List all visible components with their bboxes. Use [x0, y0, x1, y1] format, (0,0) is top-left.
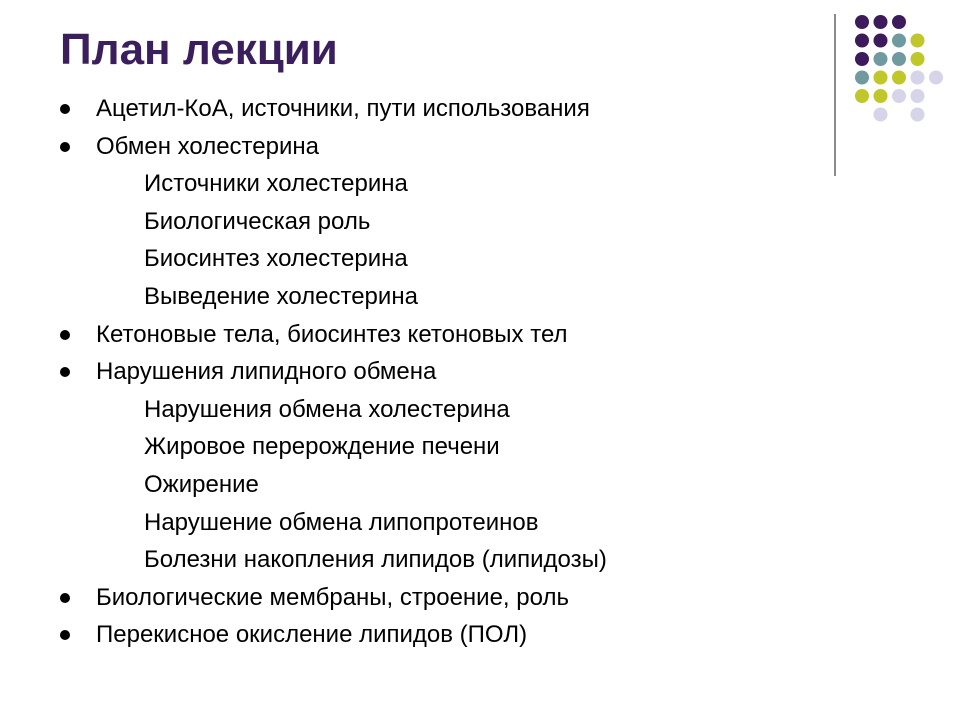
list-item-text: Нарушения липидного обмена	[96, 358, 437, 386]
sub-list-item	[60, 541, 820, 579]
decorative-dot	[911, 34, 925, 48]
sub-list-item	[60, 203, 820, 241]
decorative-dot	[855, 34, 869, 48]
list-item-text: Источники холестерина	[144, 170, 408, 198]
list-item-text: Нарушения обмена холестерина	[144, 395, 510, 423]
list-item	[60, 353, 820, 391]
list-item-text: Жировое перерождение печени	[144, 433, 500, 461]
list-item	[60, 90, 820, 128]
list-item-text: Обмен холестерина	[96, 132, 319, 160]
decorative-dot	[855, 89, 869, 103]
decorative-dot	[892, 34, 906, 48]
bullet-icon	[60, 142, 70, 152]
bullet-icon	[60, 104, 70, 114]
sub-list-item	[60, 504, 820, 542]
decorative-dot	[874, 34, 888, 48]
decorative-dot	[911, 89, 925, 103]
list-item-text: Ожирение	[144, 470, 259, 498]
decorative-dot	[892, 89, 906, 103]
decorative-dot	[892, 15, 906, 29]
decorative-dot	[855, 15, 869, 29]
slide-title: План лекции	[60, 25, 338, 74]
bullet-icon	[60, 630, 70, 640]
decorative-dot	[874, 15, 888, 29]
sub-list-item	[60, 278, 820, 316]
list-item-text: Ацетил-КоА, источники, пути использования	[96, 95, 590, 122]
bullet-icon	[60, 367, 70, 377]
list-item-text: Выведение холестерина	[144, 282, 418, 310]
list-item-text: Болезни накопления липидов (липидозы)	[144, 546, 607, 574]
decorative-dot	[874, 108, 888, 122]
bullet-icon	[60, 330, 70, 340]
list-item	[60, 316, 820, 354]
sub-list-item	[60, 165, 820, 203]
bullet-icon	[60, 593, 70, 603]
list-item-text: Биосинтез холестерина	[144, 245, 408, 273]
list-item-text: Перекисное окисление липидов (ПОЛ)	[96, 621, 528, 649]
decorative-dot	[911, 52, 925, 66]
decorative-dot	[874, 89, 888, 103]
decorative-dot	[911, 108, 925, 122]
decorative-dot	[855, 71, 869, 85]
decorative-dot	[855, 52, 869, 66]
list-item-text: Биологическая роль	[144, 207, 371, 235]
sub-list-item	[60, 240, 820, 278]
list-item-text: Кетоновые тела, биосинтез кетоновых тел	[96, 320, 568, 348]
list-item-text: Нарушение обмена липопротеинов	[144, 508, 539, 536]
list-item-text: Биологические мембраны, строение, роль	[96, 583, 569, 611]
lecture-plan-list	[60, 90, 820, 654]
decorative-dot	[929, 71, 943, 85]
list-item	[60, 579, 820, 617]
decorative-dot	[892, 52, 906, 66]
decorative-dot	[892, 71, 906, 85]
title-divider	[834, 14, 836, 176]
sub-list-item	[60, 391, 820, 429]
decorative-dot	[911, 71, 925, 85]
decorative-dot	[874, 52, 888, 66]
decorative-dot	[874, 71, 888, 85]
sub-list-item	[60, 428, 820, 466]
list-item	[60, 128, 820, 166]
list-item	[60, 616, 820, 654]
sub-list-item	[60, 466, 820, 504]
